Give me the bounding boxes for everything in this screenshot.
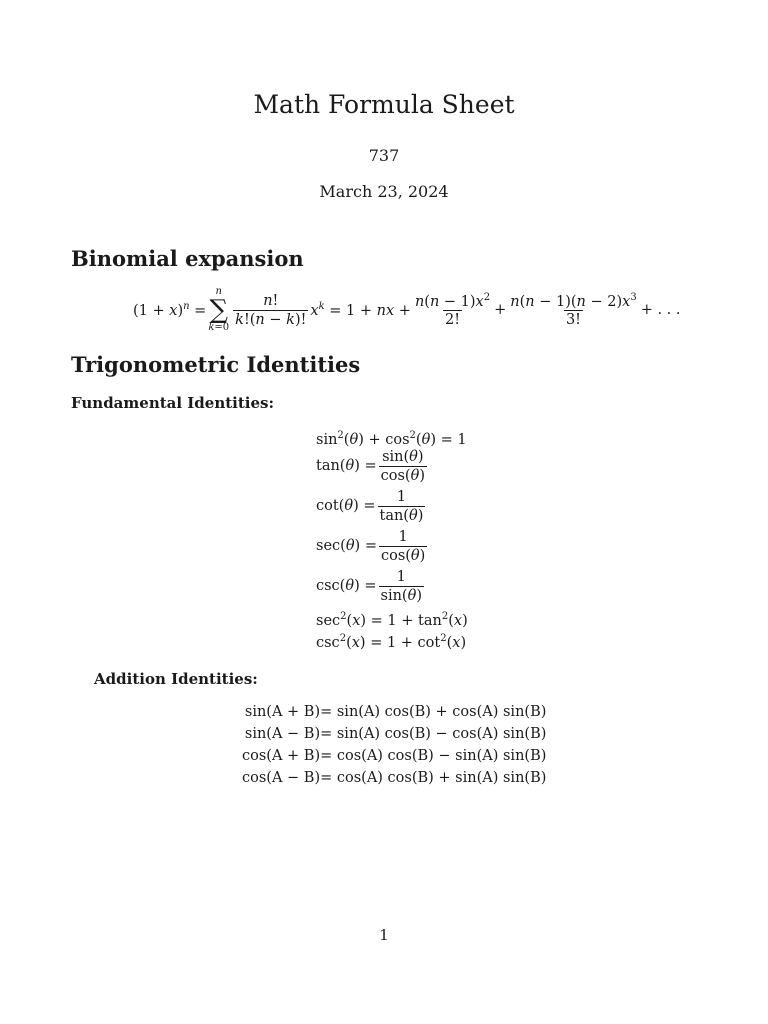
trig-heading: Trigonometric Identities xyxy=(71,352,361,377)
identity-tan: tan( θ ) = $\frac{\sin(\theta)}{\cos(\theta)}$ xyxy=(316,448,425,484)
addition-lhs: cos(A − B) xyxy=(242,770,321,786)
identity-csc: csc( θ ) = $\frac{1}{\sin(\theta)}$ xyxy=(316,568,422,604)
identity-csc-squared: $\csc^2(x) = 1 + \cot^2(x)$ xyxy=(316,633,467,651)
addition-lhs: cos(A + B) xyxy=(242,748,321,764)
addition-lhs: sin(A − B) xyxy=(244,726,321,742)
document-title: Math Formula Sheet xyxy=(253,90,515,119)
identity-pythagorean: $\sin^2(\theta) + \cos^2(\theta) = 1$ xyxy=(316,430,467,448)
addition-rhs: = cos(A) cos(B) + sin(A) sin(B) xyxy=(320,770,547,786)
binomial-heading: Binomial expansion xyxy=(71,246,304,271)
binomial-formula: $(1 + x)^n$ = n ∑ k=0 $\frac{n!}{k!(n - k)!}$ $x^k = 1$ + nx + $\frac{n(n - 1)x^2}{2!}$ + $\frac{n(n - 1)(n - 2)x^3}{3!}$ + . . . xyxy=(133,286,681,333)
identity-sec-squared: $\sec^2(x) = 1 + \tan^2(x)$ xyxy=(316,611,468,629)
document-author: 737 xyxy=(368,146,400,165)
document-date: March 23, 2024 xyxy=(319,182,449,201)
addition-identities xyxy=(242,702,546,788)
identity-cot: cot( θ ) = $\frac{1}{\tan(\theta)}$ xyxy=(316,488,424,524)
addition-identities-heading: Addition Identities: xyxy=(94,670,258,688)
addition-rhs: = sin(A) cos(B) − cos(A) sin(B) xyxy=(320,726,547,742)
addition-rhs: = cos(A) cos(B) − sin(A) sin(B) xyxy=(320,748,547,764)
fundamental-identities xyxy=(316,426,468,650)
identity-sec: sec( θ ) = $\frac{1}{\cos(\theta)}$ xyxy=(316,528,426,564)
page-number: 1 xyxy=(379,926,389,944)
addition-lhs: sin(A + B) xyxy=(244,704,321,720)
fundamental-identities-heading: Fundamental Identities: xyxy=(71,394,275,412)
addition-rhs: = sin(A) cos(B) + cos(A) sin(B) xyxy=(320,704,547,720)
